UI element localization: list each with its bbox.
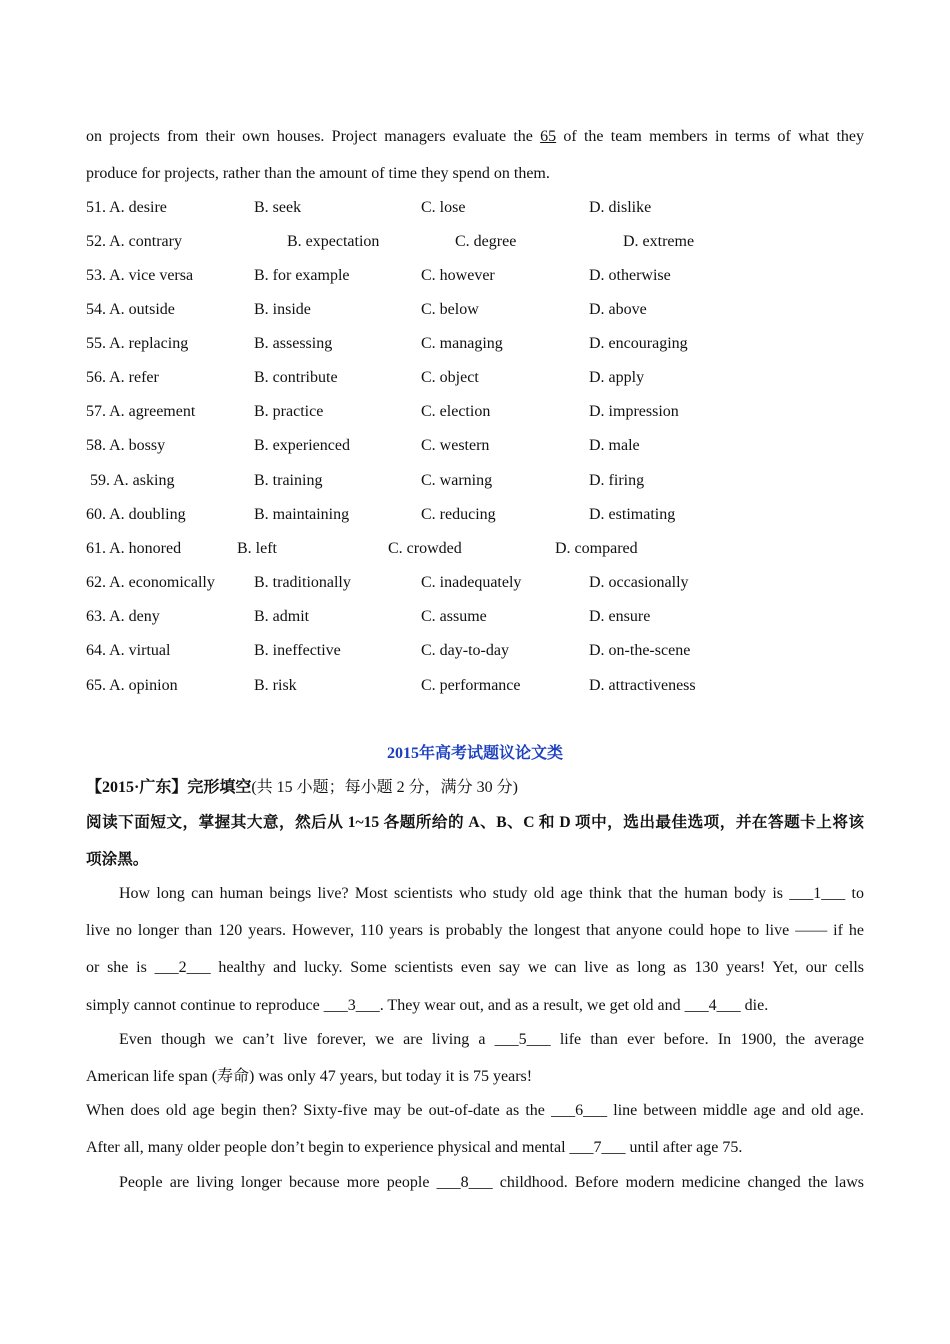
option-b: B. training (254, 472, 323, 489)
question-row (86, 300, 864, 320)
paragraph-3-line-1: When does old age begin then? Sixty-five may be out-of-date as the ___6___ line between middle age and old age. (86, 1102, 864, 1119)
option-d: D. encouraging (589, 335, 688, 352)
option-d: D. apply (589, 369, 645, 386)
option-d: D. above (589, 301, 647, 318)
option-b: B. left (237, 540, 277, 557)
option-a: 51. A. desire (86, 199, 167, 216)
option-a: 63. A. deny (86, 608, 160, 625)
blank-65: 65 (540, 128, 557, 145)
option-b: B. inside (254, 301, 311, 318)
paragraph-1-line-3: or she is ___2___ healthy and lucky. Some scientists even say we can live as long as 130 years! Yet, our cells (86, 959, 864, 976)
paragraph-1-line-4: simply cannot continue to reproduce ___3___. They wear out, and as a result, we get old and ___4___ die. (86, 997, 769, 1014)
option-d: D. on-the-scene (589, 642, 691, 659)
option-b: B. risk (254, 677, 297, 694)
question-row (86, 573, 864, 593)
option-d: D. impression (589, 403, 679, 420)
option-c: C. assume (421, 608, 487, 625)
option-b: B. seek (254, 199, 302, 216)
option-c: C. day-to-day (421, 642, 509, 659)
instruction-line-2: 项涂黑。 (86, 851, 149, 868)
option-b: B. practice (254, 403, 324, 420)
option-a: 54. A. outside (86, 301, 175, 318)
option-a: 64. A. virtual (86, 642, 171, 659)
option-c: C. western (421, 437, 490, 454)
option-c: C. warning (421, 472, 493, 489)
question-row (86, 505, 864, 525)
option-c: C. election (421, 403, 491, 420)
question-row (86, 607, 864, 627)
option-a: 61. A. honored (86, 540, 182, 557)
paragraph-3-line-2: After all, many older people don’t begin to experience physical and mental ___7___ until after age 75. (86, 1139, 743, 1156)
question-row (86, 436, 864, 456)
paragraph-1-line-1: How long can human beings live? Most scientists who study old age think that the human body is ___1___ to (119, 885, 864, 902)
question-row (86, 641, 864, 661)
passage-top-line-2: produce for projects, rather than the amount of time they spend on them. (86, 165, 550, 182)
option-b: B. traditionally (254, 574, 351, 591)
option-b: B. admit (254, 608, 310, 625)
option-b: B. assessing (254, 335, 333, 352)
text-segment: on projects from their own houses. Project managers evaluate the (86, 128, 541, 145)
option-d: D. estimating (589, 506, 676, 523)
option-a: 57. A. agreement (86, 403, 196, 420)
option-a: 65. A. opinion (86, 677, 178, 694)
option-a: 59. A. asking (90, 472, 175, 489)
section-title: 2015年高考试题议论文类 (386, 745, 563, 762)
question-row (86, 198, 864, 218)
option-c: C. crowded (388, 540, 462, 557)
option-c: C. inadequately (421, 574, 522, 591)
option-b: B. experienced (254, 437, 350, 454)
question-row (86, 471, 864, 491)
option-c: C. managing (421, 335, 503, 352)
question-row (86, 368, 864, 388)
text-segment: of the team members in terms of what they (556, 128, 864, 145)
question-row (86, 676, 864, 696)
question-row (86, 232, 864, 252)
option-c: C. however (421, 267, 495, 284)
question-row (86, 402, 864, 422)
question-row (86, 334, 864, 354)
option-c: C. lose (421, 199, 466, 216)
passage-top-line-1 (86, 127, 864, 147)
option-d: D. otherwise (589, 267, 671, 284)
option-d: D. compared (555, 540, 638, 557)
option-a: 60. A. doubling (86, 506, 186, 523)
option-d: D. extreme (623, 233, 695, 250)
question-row (86, 539, 864, 559)
source-detail: (共 15 小题；每小题 2 分，满分 30 分) (251, 779, 519, 796)
option-c: C. degree (455, 233, 517, 250)
section-source (86, 778, 518, 798)
instruction-line-1: 阅读下面短文，掌握其大意，然后从 1~15 各题所给的 A、B、C 和 D 项中，选出最佳选项，并在答题卡上将该 (86, 814, 864, 831)
option-a: 62. A. economically (86, 574, 215, 591)
option-d: D. occasionally (589, 574, 689, 591)
option-b: B. for example (254, 267, 350, 284)
option-d: D. dislike (589, 199, 652, 216)
option-b: B. maintaining (254, 506, 350, 523)
option-a: 55. A. replacing (86, 335, 189, 352)
source-label: 【2015·广东】完形填空 (86, 779, 252, 796)
paragraph-2-line-2: American life span (寿命) was only 47 years, but today it is 75 years! (86, 1068, 533, 1085)
option-c: C. reducing (421, 506, 496, 523)
option-a: 53. A. vice versa (86, 267, 194, 284)
option-d: D. firing (589, 472, 645, 489)
paragraph-1-line-2: live no longer than 120 years. However, 110 years is probably the longest that anyone could hope to live —— if he (86, 922, 864, 939)
option-a: 52. A. contrary (86, 233, 182, 250)
option-a: 58. A. bossy (86, 437, 166, 454)
option-a: 56. A. refer (86, 369, 159, 386)
option-d: D. attractiveness (589, 677, 696, 694)
option-c: C. below (421, 301, 479, 318)
question-row (86, 266, 864, 286)
option-c: C. performance (421, 677, 521, 694)
option-b: B. expectation (287, 233, 380, 250)
option-d: D. male (589, 437, 640, 454)
paragraph-2-line-1: Even though we can’t live forever, we are living a ___5___ life than ever before. In 1900, the average (119, 1031, 864, 1048)
paragraph-4-line-1: People are living longer because more people ___8___ childhood. Before modern medicine changed the laws (119, 1174, 864, 1191)
option-b: B. ineffective (254, 642, 341, 659)
option-b: B. contribute (254, 369, 338, 386)
option-c: C. object (421, 369, 479, 386)
option-d: D. ensure (589, 608, 651, 625)
